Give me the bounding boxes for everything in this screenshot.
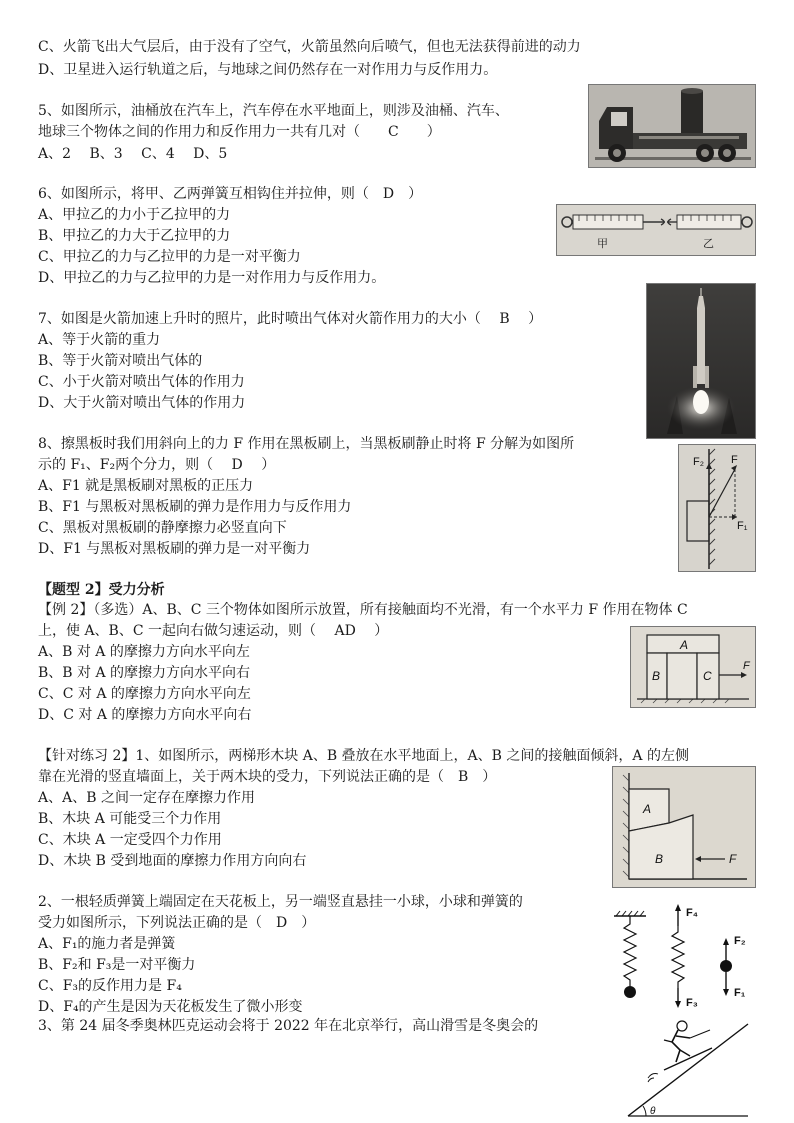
q4-option-d: D、卫星进入运行轨道之后，与地球之间仍然存在一对作用力与反作用力。 bbox=[38, 62, 498, 78]
q8-stem-line1: 8、擦黑板时我们用斜向上的力 F 作用在黑板刷上，当黑板刷静止时将 F 分解为如图所 bbox=[38, 436, 575, 452]
q8-option-a: A、F1 就是黑板刷对黑板的正压力 bbox=[38, 478, 254, 494]
eraser-label-f2: F₂ bbox=[693, 456, 704, 468]
q7-option-a: A、等于火箭的重力 bbox=[38, 332, 161, 348]
ex2-stem-line1: 【例 2】（多选）A、B、C 三个物体如图所示放置，所有接触面均不光滑，有一个水平力 F 作用在物体 C bbox=[38, 602, 688, 618]
practice2-q2-stem-line2: 受力如图所示，下列说法正确的是（ D ） bbox=[38, 915, 316, 931]
hang-label-f1: F₁ bbox=[734, 987, 746, 999]
eraser-label-f1: F₁ bbox=[737, 520, 748, 532]
trapezoid-blocks-figure bbox=[612, 766, 756, 888]
abc-blocks-figure bbox=[630, 626, 756, 708]
practice2-q1-option-a: A、A、B 之间一定存在摩擦力作用 bbox=[38, 790, 255, 806]
abc-label-c: C bbox=[703, 669, 712, 683]
ex2-option-c: C、C 对 A 的摩擦力方向水平向左 bbox=[38, 686, 251, 702]
truck-oil-drum-figure bbox=[588, 84, 756, 168]
q6-option-c: C、甲拉乙的力与乙拉甲的力是一对平衡力 bbox=[38, 249, 301, 265]
q7-stem: 7、如图是火箭加速上升时的照片，此时喷出气体对火箭作用力的大小（ B ） bbox=[38, 311, 543, 327]
practice2-q2-option-d: D、F₄的产生是因为天花板发生了微小形变 bbox=[38, 999, 303, 1015]
spring-scales-figure bbox=[556, 204, 756, 256]
q7-option-c: C、小于火箭对喷出气体的作用力 bbox=[38, 374, 245, 390]
q6-option-a: A、甲拉乙的力小于乙拉甲的力 bbox=[38, 207, 231, 223]
q7-option-d: D、大于火箭对喷出气体的作用力 bbox=[38, 395, 246, 411]
q4-option-c: C、火箭飞出大气层后，由于没有了空气，火箭虽然向后喷气，但也无法获得前进的动力 bbox=[38, 39, 581, 55]
q7-option-b: B、等于火箭对喷出气体的 bbox=[38, 353, 203, 369]
ex2-stem-line2: 上，使 A、B、C 一起向右做匀速运动，则（ AD ） bbox=[38, 623, 389, 639]
spring-ball-forces-figure bbox=[610, 896, 760, 1016]
hang-label-f3: F₃ bbox=[686, 997, 698, 1009]
practice2-q2-option-b: B、F₂和 F₃是一对平衡力 bbox=[38, 957, 196, 973]
practice2-q1-option-c: C、木块 A 一定受四个力作用 bbox=[38, 832, 222, 848]
practice2-q1-option-d: D、木块 B 受到地面的摩擦力作用方向向右 bbox=[38, 853, 307, 869]
q6-option-b: B、甲拉乙的力大于乙拉甲的力 bbox=[38, 228, 231, 244]
practice2-q1-stem-line2: 靠在光滑的竖直墙面上，关于两木块的受力，下列说法正确的是（ B ） bbox=[38, 769, 497, 785]
skier-slope-figure bbox=[624, 1018, 754, 1122]
q8-option-b: B、F1 与黑板对黑板刷的弹力是作用力与反作用力 bbox=[38, 499, 352, 515]
spring-label-yi: 乙 bbox=[703, 238, 714, 250]
q6-option-d: D、甲拉乙的力与乙拉甲的力是一对作用力与反作用力。 bbox=[38, 270, 386, 286]
abc-label-b: B bbox=[652, 669, 661, 683]
wedge-label-a: A bbox=[643, 802, 652, 816]
q5-stem-line2: 地球三个物体之间的作用力和反作用力一共有几对（ C ） bbox=[38, 124, 441, 140]
abc-label-a: A bbox=[680, 638, 689, 652]
section-heading-type2: 【题型 2】受力分析 bbox=[38, 582, 165, 598]
practice2-q3-stem-line1: 3、第 24 届冬季奥林匹克运动会将于 2022 年在北京举行，高山滑雪是冬奥会的 bbox=[38, 1018, 539, 1034]
hang-label-f2: F₂ bbox=[734, 935, 746, 947]
q5-options: A、2 B、3 C、4 D、5 bbox=[38, 146, 228, 162]
practice2-q2-option-c: C、F₃的反作用力是 F₄ bbox=[38, 978, 182, 994]
q8-stem-line2: 示的 F₁、F₂两个分力，则（ D ） bbox=[38, 457, 276, 473]
practice2-q1-stem-line1: 【针对练习 2】1、如图所示，两梯形木块 A、B 叠放在水平地面上，A、B 之间的接触面倾斜，A 的左侧 bbox=[38, 748, 689, 764]
practice2-q1-option-b: B、木块 A 可能受三个力作用 bbox=[38, 811, 222, 827]
eraser-force-figure bbox=[678, 444, 756, 572]
q6-stem: 6、如图所示，将甲、乙两弹簧互相钩住并拉伸，则（ D ） bbox=[38, 186, 423, 202]
spring-label-jia: 甲 bbox=[597, 238, 608, 250]
practice2-q2-stem-line1: 2、一根轻质弹簧上端固定在天花板上，另一端竖直悬挂一小球，小球和弹簧的 bbox=[38, 894, 523, 910]
ex2-option-b: B、B 对 A 的摩擦力方向水平向右 bbox=[38, 665, 251, 681]
q8-option-d: D、F1 与黑板对黑板刷的弹力是一对平衡力 bbox=[38, 541, 311, 557]
rocket-launch-photo bbox=[646, 283, 756, 439]
wedge-label-f: F bbox=[729, 852, 737, 866]
wedge-label-b: B bbox=[655, 852, 664, 866]
ex2-option-a: A、B 对 A 的摩擦力方向水平向左 bbox=[38, 644, 250, 660]
abc-label-f: F bbox=[743, 660, 750, 672]
hang-label-f4: F₄ bbox=[686, 907, 698, 919]
ski-label-theta: θ bbox=[650, 1106, 656, 1117]
practice2-q2-option-a: A、F₁的施力者是弹簧 bbox=[38, 936, 176, 952]
eraser-label-f: F bbox=[731, 454, 738, 466]
ex2-option-d: D、C 对 A 的摩擦力方向水平向右 bbox=[38, 707, 252, 723]
q5-stem-line1: 5、如图所示，油桶放在汽车上，汽车停在水平地面上，则涉及油桶、汽车、 bbox=[38, 103, 509, 119]
q8-option-c: C、黑板对黑板刷的静摩擦力必竖直向下 bbox=[38, 520, 287, 536]
